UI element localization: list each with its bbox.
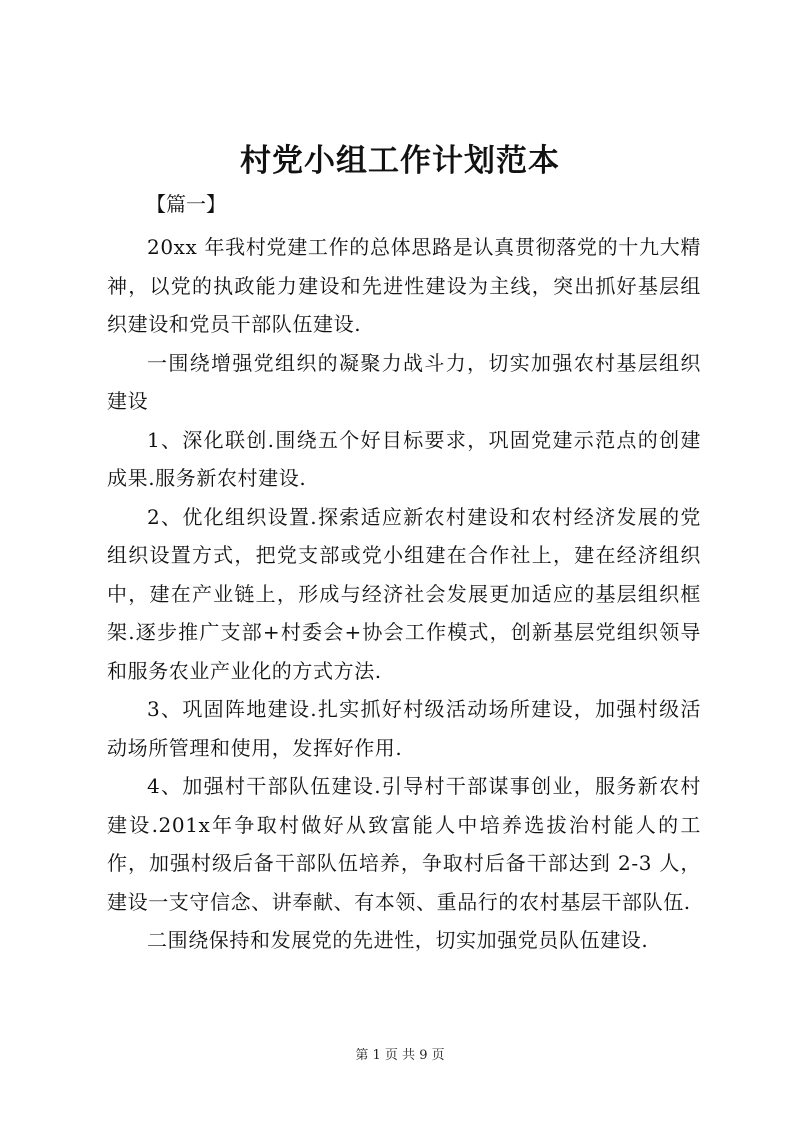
paragraph: 4、加强村干部队伍建设.引导村干部谋事创业，服务新农村建设.201x年争取村做好从致富能人中培养选拔治村能人的工作，加强村级后备干部队伍培养，争取村后备干部达到 2-3 人，建设一支守信念、讲奉献、有本领、重品行的农村基层干部队伍. <box>107 774 701 914</box>
page-footer: 第 1 页 共 9 页 <box>355 1048 445 1063</box>
paragraph: 3、巩固阵地建设.扎实抓好村级活动场所建设，加强村级活动场所管理和使用，发挥好作用. <box>107 697 701 760</box>
paragraph: 1、深化联创.围绕五个好目标要求，巩固党建示范点的创建成果.服务新农村建设. <box>107 427 701 490</box>
paragraph: 20xx 年我村党建工作的总体思路是认真贯彻落党的十九大精神，以党的执政能力建设和先进性建设为主线，突出抓好基层组织建设和党员干部队伍建设. <box>107 235 701 336</box>
document-body <box>107 228 701 960</box>
section-label: 【篇一】 <box>146 192 226 216</box>
document-title: 村党小组工作计划范本 <box>240 143 560 179</box>
paragraph: 一围绕增强党组织的凝聚力战斗力，切实加强农村基层组织建设 <box>107 350 701 413</box>
paragraph: 2、优化组织设置.探索适应新农村建设和农村经济发展的党组织设置方式，把党支部或党小组建在合作社上，建在经济组织中，建在产业链上，形成与经济社会发展更加适应的基层组织框架.逐步推广支部+村委会+协会工作模式，创新基层党组织领导和服务农业产业化的方式方法. <box>107 504 701 683</box>
paragraph: 二围绕保持和发展党的先进性，切实加强党员队伍建设. <box>147 928 649 952</box>
